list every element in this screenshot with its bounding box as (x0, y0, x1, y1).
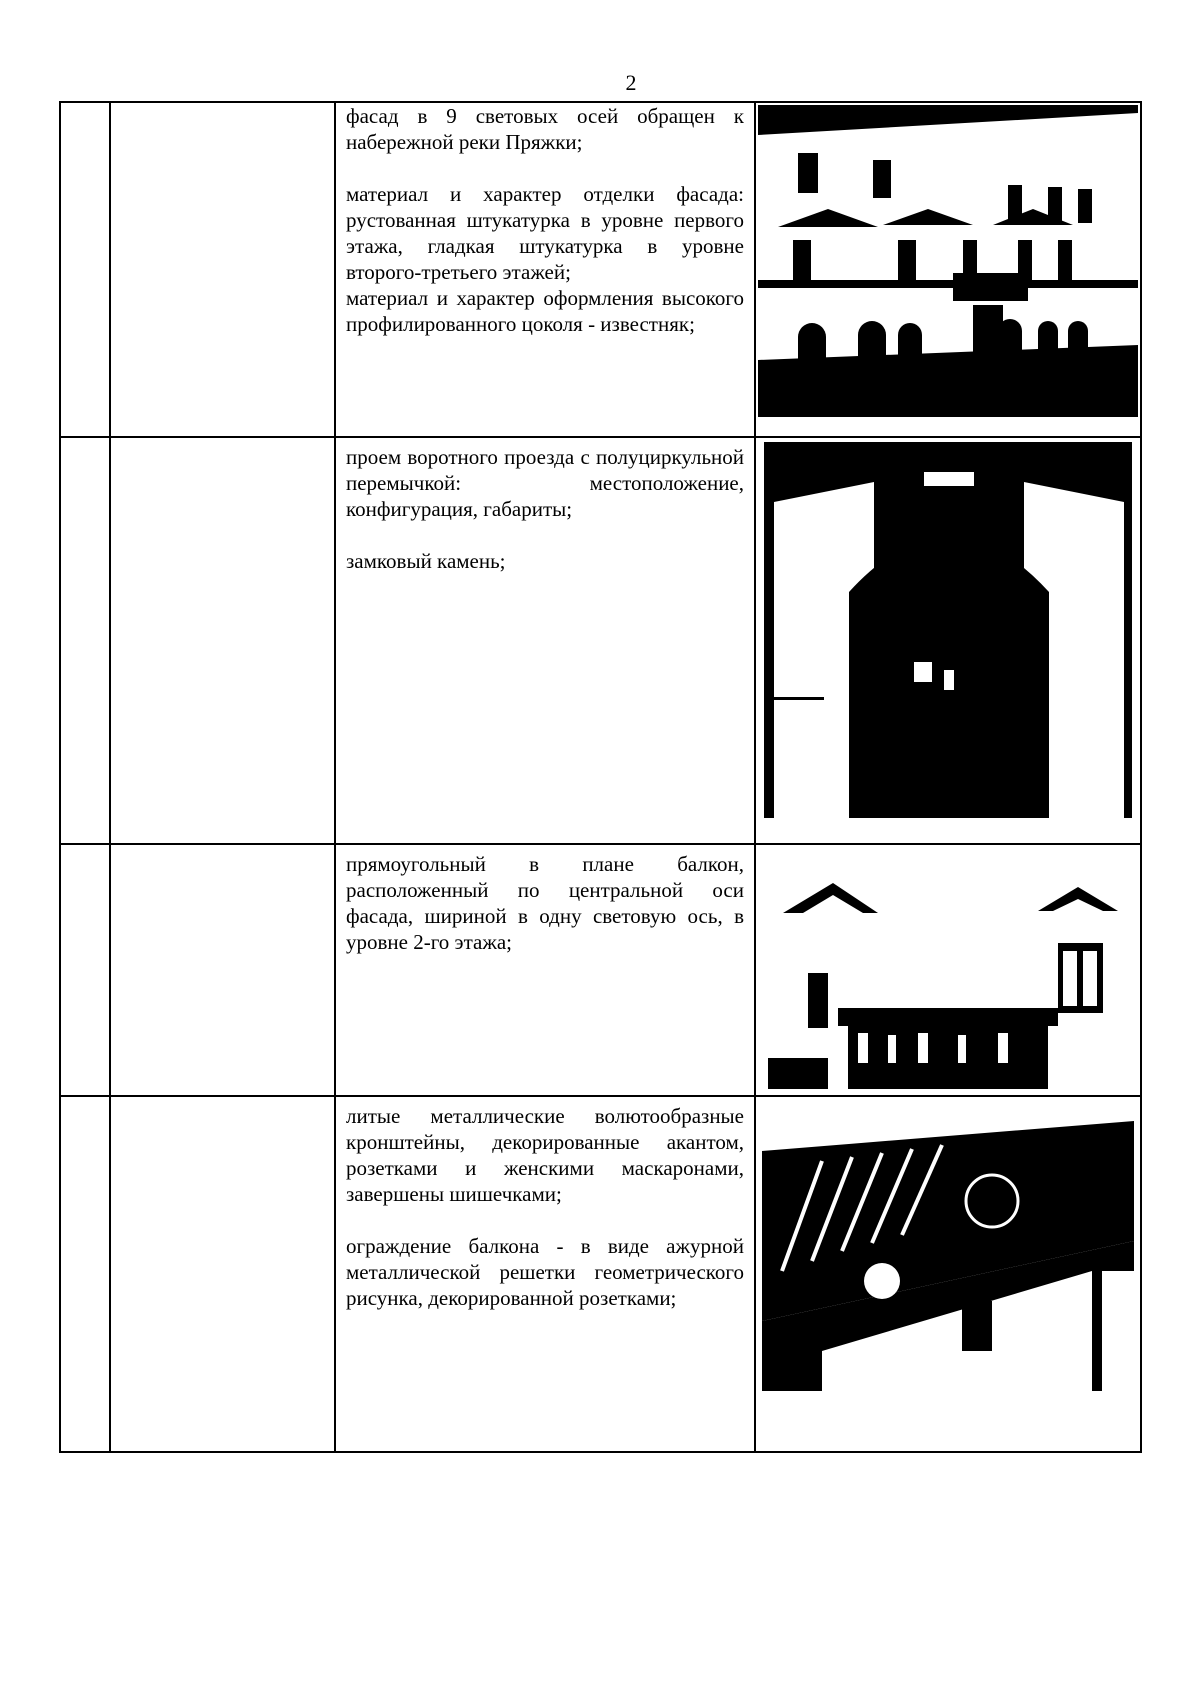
description-paragraph: проем воротного проезда с полуциркульной перемычкой: местоположение, конфигурация, габариты; (346, 445, 744, 521)
description-paragraph: фасад в 9 световых осей обращен к набережной реки Пряжки; (346, 104, 744, 154)
balcony-photo (768, 863, 1128, 1089)
photo-cell (755, 844, 1141, 1096)
table-row (60, 102, 1141, 437)
table-row (60, 1096, 1141, 1452)
photo-cell (755, 437, 1141, 844)
description-paragraph: ограждение балкона - в виде ажурной металлической решетки геометрического рисунка, декорированной розетками; (346, 1234, 744, 1310)
description-paragraph: замковый камень; (346, 549, 506, 573)
number-cell (60, 1096, 110, 1452)
number-cell (60, 844, 110, 1096)
photo-cell (755, 102, 1141, 437)
monument-subject-table (59, 101, 1142, 1453)
table-row (60, 844, 1141, 1096)
page-number: 2 (625, 70, 637, 95)
description-paragraph: материал и характер оформления высокого профилированного цоколя - известняк; (346, 286, 744, 336)
description-cell (335, 844, 755, 1096)
description-paragraph: прямоугольный в плане балкон, расположенный по центральной оси фасада, шириной в одну световую ось, в уровне 2-го этажа; (346, 852, 744, 954)
building-facade-photo (758, 105, 1138, 417)
element-cell (110, 437, 335, 844)
number-cell (60, 437, 110, 844)
balcony-brackets-photo (762, 1121, 1134, 1391)
table-row (60, 437, 1141, 844)
gateway-arch-photo (764, 442, 1132, 818)
description-paragraph: литые металлические волютообразные кронштейны, декорированные акантом, розетками и женскими маскаронами, завершены шишечками; (346, 1104, 744, 1206)
description-paragraph: материал и характер отделки фасада: рустованная штукатурка в уровне первого этажа, гладкая штукатурка в уровне второго-третьего этажей; (346, 182, 744, 284)
number-cell (60, 102, 110, 437)
description-cell (335, 437, 755, 844)
description-cell (335, 102, 755, 437)
photo-cell (755, 1096, 1141, 1452)
element-cell (110, 102, 335, 437)
element-cell (110, 1096, 335, 1452)
description-cell (335, 1096, 755, 1452)
element-cell (110, 844, 335, 1096)
